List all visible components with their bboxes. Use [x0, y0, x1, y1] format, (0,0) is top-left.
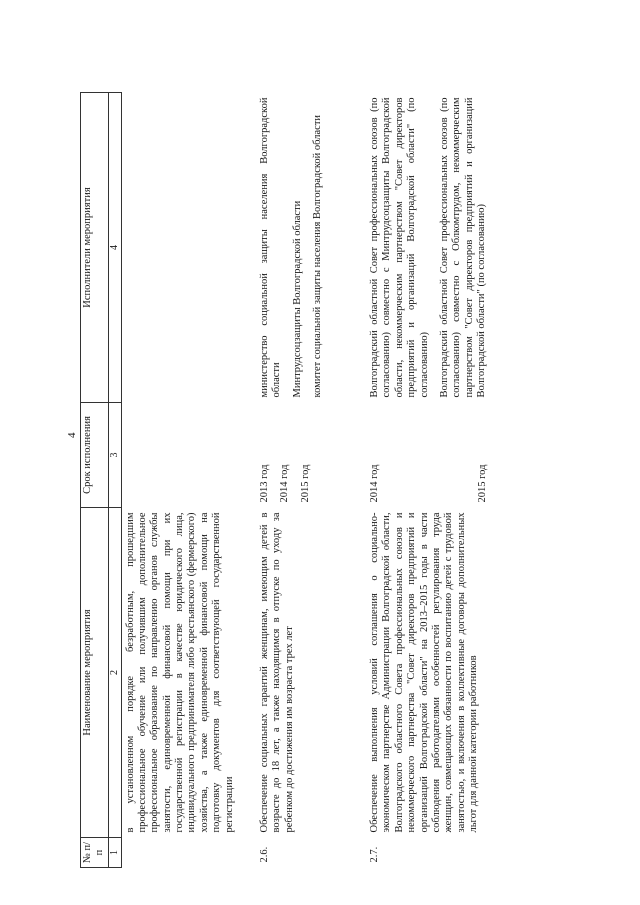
term-item: 2014 год — [279, 464, 291, 503]
measures-table — [80, 92, 501, 868]
header-executors: Исполнители мероприятия — [81, 93, 109, 403]
term-item: 2014 год — [369, 464, 381, 503]
term-cell — [121, 403, 256, 508]
header-no: № п/п — [81, 838, 109, 868]
table-header-row — [81, 93, 109, 868]
column-number-row — [108, 93, 121, 868]
term-cell — [256, 403, 366, 508]
term-item: 2015 год — [299, 464, 311, 503]
measure-name: Обеспечение выполнения условий соглашения о социально-экономическом партнерстве Администрации Волгоградской области, Волгоградского областного Совета профессиональных союзов и некоммерческого партнерства "Совет директоров предприятий и организаций Волгоградской области" на 2013–2015 годы в части соблюдения работодателями особенностей регулирования труда женщин, совмещающих обязанности по воспитанию детей с трудовой занятостью, и включения в коллективные договоры дополнительных льгот для данной категории работников — [369, 512, 480, 833]
header-name: Наименование мероприятия — [81, 508, 109, 838]
executor-item: министерство социальной защиты населения Волгоградской области — [259, 97, 283, 398]
executor-item: комитет социальной защиты населения Волгоградской области — [312, 114, 324, 398]
term-cell — [366, 403, 501, 508]
executors-cell — [256, 93, 366, 403]
executors-cell — [366, 93, 501, 403]
row-number — [121, 838, 256, 868]
row-number: 2.6. — [259, 846, 271, 863]
table-row — [256, 93, 366, 868]
table-row — [366, 93, 501, 868]
column-number: 2 — [108, 508, 121, 838]
measure-name: в установленном порядке безработным, прошедшим профессиональное обучение или получившим дополнительное профессиональное образование по направлению органов службы занятости, единовременной финансовой помощи при их государственной регистрации в качестве юридического лица, индивидуального предпринимателя либо крестьянского (фермерского) хозяйства, а также единовременной финансовой помощи на подготовку документов для соответствующей государственной регистрации — [124, 512, 235, 833]
executor-item: Волгоградский областной Совет профессиональных союзов (по согласованию) совместно с Облкомтрудом, некоммерческим партнерством "Совет директоров предприятий и организаций Волгоградской области" (по согласованию) — [438, 97, 488, 398]
executors-cell — [121, 93, 256, 403]
executor-item: Волгоградский областной Совет профессиональных союзов (по согласованию) совместно с Минтрудсоцзащиты Волгоградской области, некоммерческим партнерством "Совет директоров предприятий и организаций Волгоградской области" (по согласованию) — [369, 97, 430, 398]
term-item: 2015 год — [477, 464, 489, 503]
term-item: 2013 год — [259, 464, 271, 503]
column-number: 1 — [108, 838, 121, 868]
rotated-table-container — [80, 93, 640, 868]
column-number: 4 — [108, 93, 121, 403]
page-number: 4 — [66, 432, 78, 438]
table-row — [121, 93, 256, 868]
column-number: 3 — [108, 403, 121, 508]
executor-item: Минтрудсоцзащиты Волгоградской области — [291, 200, 303, 398]
header-term: Срок исполнения — [81, 403, 109, 508]
measure-name: Обеспечение социальных гарантий женщинам, имеющим детей в возрасте до 18 лет, а также находящимся в отпуске по уходу за ребенком до достижения им возраста трех лет — [259, 512, 295, 833]
row-number: 2.7. — [369, 846, 381, 863]
